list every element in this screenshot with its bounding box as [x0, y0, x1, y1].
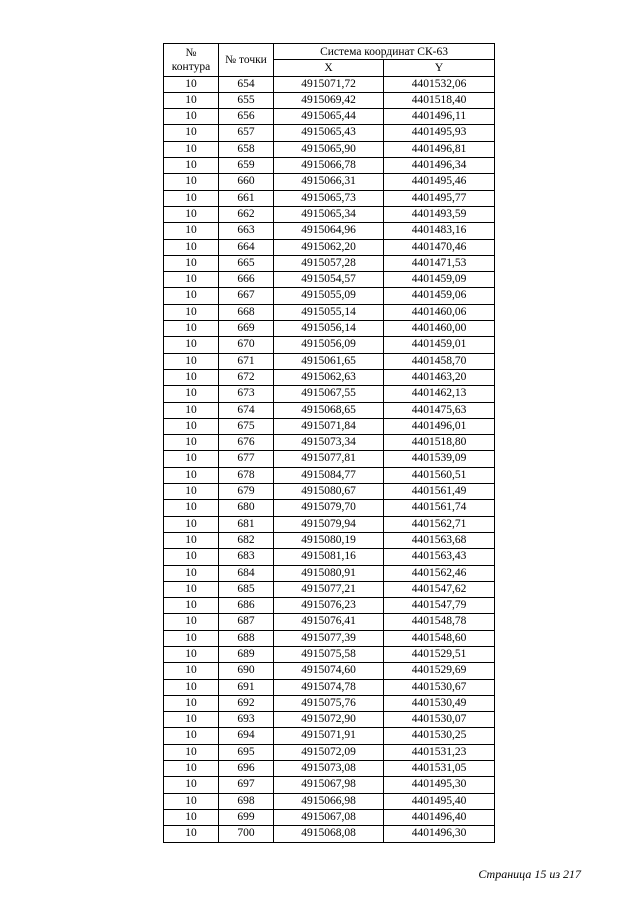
- x-cell: 4915073,08: [274, 761, 384, 777]
- point-cell: 692: [219, 695, 274, 711]
- x-cell: 4915076,23: [274, 598, 384, 614]
- table-row: [164, 174, 495, 190]
- y-cell: 4401459,01: [384, 337, 495, 353]
- table-row: [164, 402, 495, 418]
- contour-cell: 10: [164, 125, 219, 141]
- contour-cell: 10: [164, 141, 219, 157]
- y-cell: 4401562,71: [384, 516, 495, 532]
- point-cell: 699: [219, 809, 274, 825]
- x-cell: 4915056,14: [274, 321, 384, 337]
- y-cell: 4401547,62: [384, 581, 495, 597]
- contour-cell: 10: [164, 92, 219, 108]
- contour-cell: 10: [164, 435, 219, 451]
- point-cell: 668: [219, 304, 274, 320]
- y-cell: 4401460,00: [384, 321, 495, 337]
- y-cell: 4401462,13: [384, 386, 495, 402]
- contour-cell: 10: [164, 630, 219, 646]
- point-cell: 691: [219, 679, 274, 695]
- table-row: [164, 125, 495, 141]
- x-cell: 4915079,94: [274, 516, 384, 532]
- contour-number-header: [164, 44, 219, 77]
- x-cell: 4915073,34: [274, 435, 384, 451]
- point-cell: 670: [219, 337, 274, 353]
- x-cell: 4915067,98: [274, 777, 384, 793]
- point-cell: 661: [219, 190, 274, 206]
- table-row: [164, 76, 495, 92]
- table-row: [164, 646, 495, 662]
- table-row: [164, 337, 495, 353]
- x-cell: 4915080,91: [274, 565, 384, 581]
- table-row: [164, 288, 495, 304]
- table-row: [164, 141, 495, 157]
- contour-cell: 10: [164, 402, 219, 418]
- contour-cell: 10: [164, 761, 219, 777]
- table-row: [164, 826, 495, 842]
- y-cell: 4401561,74: [384, 500, 495, 516]
- x-cell: 4915065,43: [274, 125, 384, 141]
- x-cell: 4915072,09: [274, 744, 384, 760]
- contour-cell: 10: [164, 532, 219, 548]
- x-cell: 4915075,76: [274, 695, 384, 711]
- table-row: [164, 206, 495, 222]
- table-row: [164, 451, 495, 467]
- table-row: [164, 190, 495, 206]
- table-row: [164, 435, 495, 451]
- point-cell: 690: [219, 663, 274, 679]
- table-row: [164, 321, 495, 337]
- point-cell: 660: [219, 174, 274, 190]
- point-cell: 693: [219, 712, 274, 728]
- contour-cell: 10: [164, 549, 219, 565]
- x-cell: 4915075,58: [274, 646, 384, 662]
- contour-header-line1: №: [185, 46, 197, 59]
- y-cell: 4401532,06: [384, 76, 495, 92]
- point-cell: 697: [219, 777, 274, 793]
- y-cell: 4401530,07: [384, 712, 495, 728]
- x-cell: 4915071,84: [274, 418, 384, 434]
- contour-cell: 10: [164, 484, 219, 500]
- y-cell: 4401530,67: [384, 679, 495, 695]
- point-cell: 686: [219, 598, 274, 614]
- y-cell: 4401548,78: [384, 614, 495, 630]
- x-cell: 4915055,14: [274, 304, 384, 320]
- y-cell: 4401531,05: [384, 761, 495, 777]
- y-cell: 4401539,09: [384, 451, 495, 467]
- contour-cell: 10: [164, 239, 219, 255]
- contour-cell: 10: [164, 598, 219, 614]
- contour-cell: 10: [164, 304, 219, 320]
- table-row: [164, 744, 495, 760]
- y-cell: 4401547,79: [384, 598, 495, 614]
- contour-cell: 10: [164, 337, 219, 353]
- point-cell: 673: [219, 386, 274, 402]
- y-cell: 4401530,25: [384, 728, 495, 744]
- x-cell: 4915077,21: [274, 581, 384, 597]
- table-row: [164, 793, 495, 809]
- table-row: [164, 369, 495, 385]
- table-row: [164, 728, 495, 744]
- point-number-header: № точки: [219, 44, 274, 77]
- point-cell: 695: [219, 744, 274, 760]
- contour-cell: 10: [164, 321, 219, 337]
- contour-cell: 10: [164, 614, 219, 630]
- x-cell: 4915064,96: [274, 223, 384, 239]
- table-row: [164, 777, 495, 793]
- table-row: [164, 272, 495, 288]
- contour-cell: 10: [164, 516, 219, 532]
- x-cell: 4915062,63: [274, 369, 384, 385]
- y-cell: 4401496,30: [384, 826, 495, 842]
- point-cell: 694: [219, 728, 274, 744]
- x-cell: 4915056,09: [274, 337, 384, 353]
- y-cell: 4401561,49: [384, 484, 495, 500]
- y-cell: 4401530,49: [384, 695, 495, 711]
- x-cell: 4915065,90: [274, 141, 384, 157]
- table-row: [164, 695, 495, 711]
- contour-cell: 10: [164, 76, 219, 92]
- point-cell: 677: [219, 451, 274, 467]
- contour-cell: 10: [164, 223, 219, 239]
- contour-cell: 10: [164, 255, 219, 271]
- point-cell: 683: [219, 549, 274, 565]
- y-cell: 4401483,16: [384, 223, 495, 239]
- x-cell: 4915069,42: [274, 92, 384, 108]
- point-cell: 654: [219, 76, 274, 92]
- y-cell: 4401460,06: [384, 304, 495, 320]
- table-row: [164, 565, 495, 581]
- point-cell: 684: [219, 565, 274, 581]
- table-body: [164, 76, 495, 842]
- contour-cell: 10: [164, 288, 219, 304]
- contour-cell: 10: [164, 744, 219, 760]
- contour-cell: 10: [164, 418, 219, 434]
- point-cell: 700: [219, 826, 274, 842]
- y-cell: 4401496,11: [384, 109, 495, 125]
- x-cell: 4915065,73: [274, 190, 384, 206]
- contour-cell: 10: [164, 679, 219, 695]
- contour-cell: 10: [164, 467, 219, 483]
- y-cell: 4401496,81: [384, 141, 495, 157]
- y-cell: 4401495,77: [384, 190, 495, 206]
- coordinate-system-header: Система координат СК-63: [274, 44, 495, 60]
- point-cell: 689: [219, 646, 274, 662]
- y-cell: 4401493,59: [384, 206, 495, 222]
- table-row: [164, 581, 495, 597]
- table-row: [164, 630, 495, 646]
- contour-cell: 10: [164, 158, 219, 174]
- point-cell: 665: [219, 255, 274, 271]
- table-row: [164, 386, 495, 402]
- y-cell: 4401518,80: [384, 435, 495, 451]
- y-cell: 4401475,63: [384, 402, 495, 418]
- x-cell: 4915074,60: [274, 663, 384, 679]
- contour-cell: 10: [164, 646, 219, 662]
- table-row: [164, 809, 495, 825]
- point-cell: 674: [219, 402, 274, 418]
- point-cell: 681: [219, 516, 274, 532]
- table-row: [164, 92, 495, 108]
- x-cell: 4915077,39: [274, 630, 384, 646]
- point-cell: 655: [219, 92, 274, 108]
- point-cell: 678: [219, 467, 274, 483]
- table-row: [164, 223, 495, 239]
- point-cell: 659: [219, 158, 274, 174]
- y-cell: 4401563,43: [384, 549, 495, 565]
- table-row: [164, 158, 495, 174]
- point-cell: 664: [219, 239, 274, 255]
- table-row: [164, 598, 495, 614]
- y-cell: 4401471,53: [384, 255, 495, 271]
- y-cell: 4401459,09: [384, 272, 495, 288]
- y-cell: 4401458,70: [384, 353, 495, 369]
- x-cell: 4915062,20: [274, 239, 384, 255]
- contour-cell: 10: [164, 353, 219, 369]
- y-cell: 4401563,68: [384, 532, 495, 548]
- y-cell: 4401529,51: [384, 646, 495, 662]
- contour-cell: 10: [164, 777, 219, 793]
- table-row: [164, 761, 495, 777]
- contour-header-line2: контура: [171, 60, 211, 73]
- x-cell: 4915054,57: [274, 272, 384, 288]
- table-row: [164, 532, 495, 548]
- contour-cell: 10: [164, 565, 219, 581]
- x-cell: 4915067,55: [274, 386, 384, 402]
- table-row: [164, 614, 495, 630]
- y-cell: 4401531,23: [384, 744, 495, 760]
- x-cell: 4915068,08: [274, 826, 384, 842]
- table-row: [164, 304, 495, 320]
- contour-cell: 10: [164, 272, 219, 288]
- point-cell: 671: [219, 353, 274, 369]
- table-row: [164, 679, 495, 695]
- y-cell: 4401470,46: [384, 239, 495, 255]
- y-cell: 4401560,51: [384, 467, 495, 483]
- coordinates-table: [163, 43, 495, 843]
- x-cell: 4915084,77: [274, 467, 384, 483]
- table-row: [164, 239, 495, 255]
- y-cell: 4401548,60: [384, 630, 495, 646]
- y-cell: 4401459,06: [384, 288, 495, 304]
- contour-cell: 10: [164, 500, 219, 516]
- table-row: [164, 549, 495, 565]
- point-cell: 675: [219, 418, 274, 434]
- table-row: [164, 467, 495, 483]
- page-number: Страница 15 из 217: [478, 867, 581, 881]
- contour-cell: 10: [164, 190, 219, 206]
- y-cell: 4401463,20: [384, 369, 495, 385]
- point-cell: 667: [219, 288, 274, 304]
- contour-cell: 10: [164, 663, 219, 679]
- contour-cell: 10: [164, 581, 219, 597]
- point-cell: 658: [219, 141, 274, 157]
- point-cell: 696: [219, 761, 274, 777]
- point-cell: 679: [219, 484, 274, 500]
- table-row: [164, 255, 495, 271]
- point-cell: 672: [219, 369, 274, 385]
- x-cell: 4915071,72: [274, 76, 384, 92]
- table-row: [164, 109, 495, 125]
- contour-cell: 10: [164, 809, 219, 825]
- contour-cell: 10: [164, 206, 219, 222]
- contour-cell: 10: [164, 451, 219, 467]
- point-cell: 682: [219, 532, 274, 548]
- contour-cell: 10: [164, 109, 219, 125]
- y-cell: 4401495,46: [384, 174, 495, 190]
- y-cell: 4401496,34: [384, 158, 495, 174]
- y-cell: 4401495,30: [384, 777, 495, 793]
- point-cell: 676: [219, 435, 274, 451]
- y-cell: 4401518,40: [384, 92, 495, 108]
- table-row: [164, 418, 495, 434]
- x-header: X: [274, 60, 384, 76]
- point-cell: 698: [219, 793, 274, 809]
- x-cell: 4915081,16: [274, 549, 384, 565]
- x-cell: 4915072,90: [274, 712, 384, 728]
- x-cell: 4915077,81: [274, 451, 384, 467]
- y-cell: 4401496,01: [384, 418, 495, 434]
- point-cell: 663: [219, 223, 274, 239]
- y-cell: 4401529,69: [384, 663, 495, 679]
- x-cell: 4915076,41: [274, 614, 384, 630]
- x-cell: 4915066,31: [274, 174, 384, 190]
- x-cell: 4915074,78: [274, 679, 384, 695]
- x-cell: 4915061,65: [274, 353, 384, 369]
- table-row: [164, 663, 495, 679]
- point-cell: 657: [219, 125, 274, 141]
- x-cell: 4915071,91: [274, 728, 384, 744]
- point-cell: 662: [219, 206, 274, 222]
- x-cell: 4915057,28: [274, 255, 384, 271]
- x-cell: 4915065,44: [274, 109, 384, 125]
- x-cell: 4915067,08: [274, 809, 384, 825]
- point-cell: 688: [219, 630, 274, 646]
- contour-cell: 10: [164, 826, 219, 842]
- x-cell: 4915079,70: [274, 500, 384, 516]
- x-cell: 4915080,67: [274, 484, 384, 500]
- contour-cell: 10: [164, 386, 219, 402]
- contour-cell: 10: [164, 793, 219, 809]
- y-cell: 4401496,40: [384, 809, 495, 825]
- y-header: Y: [384, 60, 495, 76]
- x-cell: 4915080,19: [274, 532, 384, 548]
- table-row: [164, 484, 495, 500]
- y-cell: 4401495,93: [384, 125, 495, 141]
- contour-cell: 10: [164, 369, 219, 385]
- y-cell: 4401562,46: [384, 565, 495, 581]
- x-cell: 4915065,34: [274, 206, 384, 222]
- table-row: [164, 500, 495, 516]
- point-cell: 687: [219, 614, 274, 630]
- contour-cell: 10: [164, 712, 219, 728]
- contour-cell: 10: [164, 174, 219, 190]
- x-cell: 4915066,78: [274, 158, 384, 174]
- contour-cell: 10: [164, 728, 219, 744]
- table-row: [164, 353, 495, 369]
- point-cell: 666: [219, 272, 274, 288]
- table-row: [164, 712, 495, 728]
- point-cell: 685: [219, 581, 274, 597]
- y-cell: 4401495,40: [384, 793, 495, 809]
- table-header: [164, 44, 495, 77]
- x-cell: 4915066,98: [274, 793, 384, 809]
- point-cell: 669: [219, 321, 274, 337]
- table-row: [164, 516, 495, 532]
- x-cell: 4915068,65: [274, 402, 384, 418]
- point-cell: 680: [219, 500, 274, 516]
- point-cell: 656: [219, 109, 274, 125]
- contour-cell: 10: [164, 695, 219, 711]
- x-cell: 4915055,09: [274, 288, 384, 304]
